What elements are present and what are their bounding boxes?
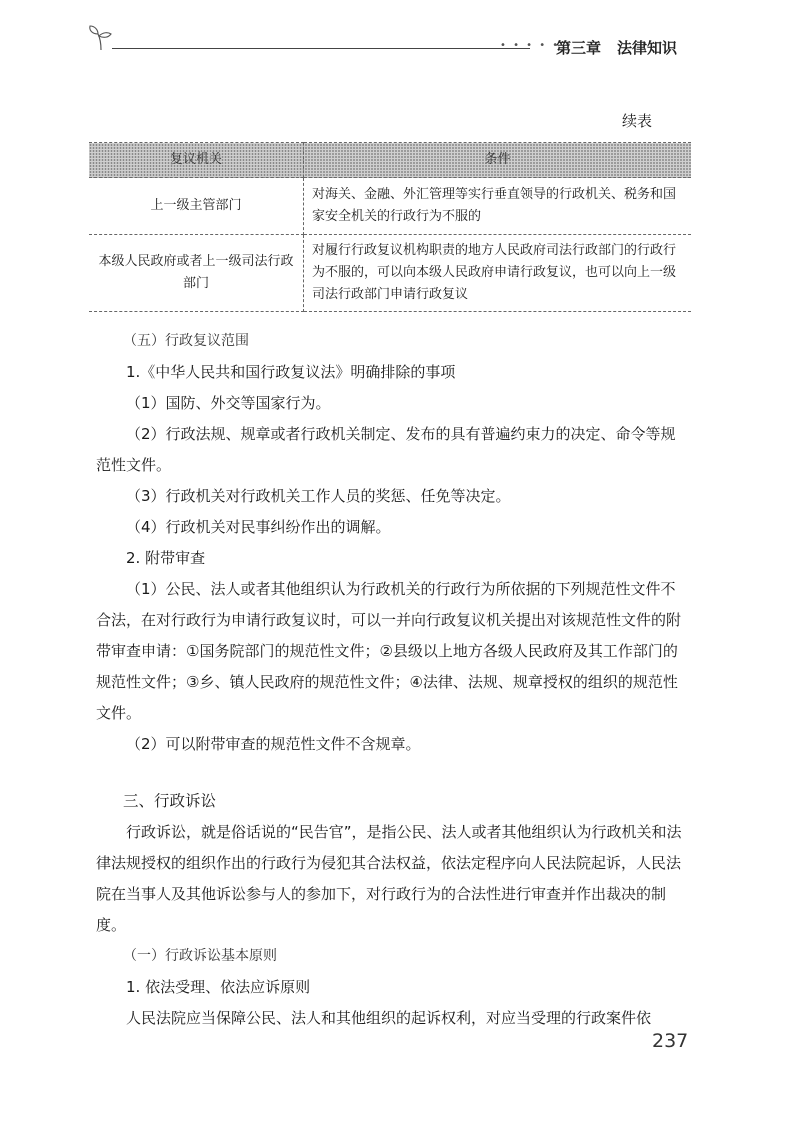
table-cell-condition: 对海关、金融、外汇管理等实行垂直领导的行政机关、税务和国家安全机关的行政行为不服的 [304, 178, 692, 235]
table-header-row [89, 143, 691, 178]
table-row [89, 178, 691, 235]
continued-label: 续表 [622, 112, 653, 130]
paragraph: 行政诉讼，就是俗话说的“民告官”，是指公民、法人或者其他组织认为行政机关和法律法规授权的组织作出的行政行为侵犯其合法权益，依法定程序向人民法院起诉，人民法院在当事人及其他诉讼参与人的参加下，对行政行为的合法性进行审查并作出裁决的制度。 [96, 823, 682, 934]
list-item: （1）公民、法人或者其他组织认为行政机关的行政行为所依据的下列规范性文件不合法，在对行政行为申请行政复议时，可以一并向行政复议机关提出对该规范性文件的附带审查申请：①国务院部门的规范性文件；②县级以上地方各级人民政府及其工作部门的规范性文件；③乡、镇人民政府的规范性文件；④法律、法规、规章授权的组织的规范性文件。 [96, 580, 682, 722]
list-heading: 1.《中华人民共和国行政复议法》明确排除的事项 [126, 363, 456, 381]
list-item: （2）可以附带审查的规范性文件不含规章。 [126, 735, 421, 753]
table-row [89, 235, 691, 312]
subsection-heading: （一）行政诉讼基本原则 [123, 948, 277, 964]
list-item: （2）行政法规、规章或者行政机关制定、发布的具有普遍约束力的决定、命令等规范性文件。 [96, 425, 676, 474]
header-dots: • • • • • • [500, 40, 574, 51]
table-cell-condition: 对履行行政复议机构职责的地方人民政府司法行政部门的行政行为不服的，可以向本级人民政府申请行政复议，也可以向上一级司法行政部门申请行政复议 [304, 235, 692, 312]
chapter-title: 法律知识 [617, 39, 678, 57]
subsection-heading: （五）行政复议范围 [123, 333, 249, 349]
chapter-label: 第三章 [556, 39, 602, 57]
list-heading: 2. 附带审查 [126, 549, 206, 567]
body-text [96, 326, 688, 1034]
table-cell-authority: 本级人民政府或者上一级司法行政部门 [89, 235, 304, 312]
page-number: 237 [652, 1030, 689, 1052]
paragraph: 人民法院应当保障公民、法人和其他组织的起诉权利，对应当受理的行政案件依 [126, 1009, 652, 1027]
list-item: （1）国防、外交等国家行为。 [126, 394, 331, 412]
list-heading: 1. 依法受理、依法应诉原则 [126, 978, 311, 996]
running-header [556, 37, 677, 58]
section-heading: 三、行政诉讼 [123, 792, 217, 810]
header-rule [112, 48, 530, 49]
list-item: （3）行政机关对行政机关工作人员的奖惩、任免等决定。 [126, 487, 511, 505]
list-item: （4）行政机关对民事纠纷作出的调解。 [126, 518, 391, 536]
column-header-authority: 复议机关 [89, 143, 304, 178]
review-authority-table [89, 142, 691, 312]
table-cell-authority: 上一级主管部门 [89, 178, 304, 235]
column-header-condition: 条件 [304, 143, 692, 178]
